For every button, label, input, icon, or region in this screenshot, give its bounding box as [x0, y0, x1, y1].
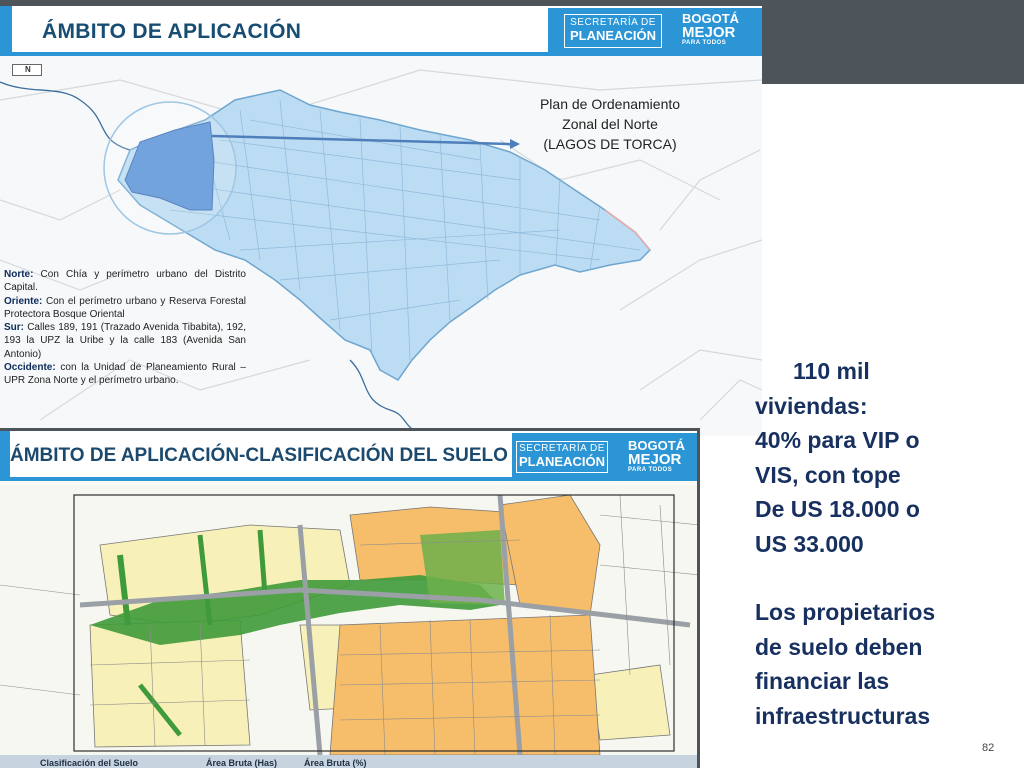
label-line: (LAGOS DE TORCA) — [543, 136, 677, 152]
bogota-mejor-logo — [628, 439, 685, 473]
text-spacer — [755, 561, 1015, 595]
limit-label: Sur: — [4, 322, 24, 334]
slide-title: ÁMBITO DE APLICACIÓN — [42, 20, 302, 43]
logo-line: MEJOR — [682, 24, 736, 41]
logo-strip — [512, 433, 700, 479]
limit-oriente — [4, 295, 246, 322]
housing-summary-text — [755, 354, 1015, 733]
limit-occidente — [4, 361, 246, 388]
limit-text: Con Chía y perímetro urbano del Distrito Capital. — [4, 269, 246, 294]
label-line: Plan de Ordenamiento — [539, 96, 681, 112]
logo-line: SECRETARÍA DE — [570, 17, 656, 28]
header-accent — [0, 6, 12, 56]
limit-text: Calles 189, 191 (Trazado Avenida Tibabita), 192, 193 la UPZ la Uribe y la calle 183 (Avenida San Antonio) — [4, 322, 246, 360]
secretaria-planeacion-logo — [516, 441, 608, 473]
plan-ordenamiento-label — [520, 94, 700, 154]
slide-title: ÁMBITO DE APLICACIÓN-CLASIFICACIÓN DEL SUELO — [10, 445, 508, 466]
logo-strip — [548, 8, 762, 54]
slide-ambito-aplicacion — [0, 6, 762, 436]
text-line: financiar las — [755, 668, 890, 694]
text-line: De US 18.000 o — [755, 496, 920, 522]
text-line: de suelo deben — [755, 633, 923, 660]
page-number: 82 — [982, 742, 995, 754]
land-classification-map — [0, 485, 700, 755]
logo-line: BOGOTÁ — [628, 438, 686, 453]
text-line: viviendas: — [755, 392, 868, 419]
limit-norte — [4, 268, 246, 295]
text-line: Los propietarios — [755, 599, 936, 625]
logo-line: SECRETARÍA DE — [519, 443, 605, 454]
logo-line: PLANEACIÓN — [570, 27, 656, 43]
label-line: Zonal del Norte — [562, 116, 658, 132]
limit-label: Occidente: — [4, 362, 56, 374]
logo-line: PLANEACIÓN — [519, 453, 605, 469]
table-header-cell: Área Bruta (%) — [304, 758, 367, 768]
table-header-cell: Clasificación del Suelo — [40, 758, 139, 768]
text-line: US 33.000 — [755, 530, 864, 557]
limit-label: Oriente: — [4, 295, 43, 307]
text-line: 110 mil — [793, 358, 870, 384]
limit-label: Norte: — [4, 269, 34, 280]
slide-header — [0, 431, 700, 481]
text-line: VIS, con tope — [755, 461, 901, 488]
text-line: 40% para VIP o — [755, 427, 920, 453]
slide-clasificacion-suelo — [0, 428, 700, 768]
header-accent — [0, 431, 10, 481]
logo-line: BOGOTÁ — [682, 11, 740, 26]
limit-text: Con el perímetro urbano y Reserva Forestal Protectora Bosque Oriental — [4, 295, 246, 320]
secretaria-planeacion-logo — [564, 14, 662, 48]
logo-line: PARA TODOS — [682, 40, 727, 46]
north-arrow: N — [12, 64, 42, 76]
table-header-cell: Área Bruta (Has) — [206, 758, 278, 768]
logo-line: PARA TODOS — [628, 467, 673, 473]
limit-text: con la Unidad de Planeamiento Rural – UPR Zona Norte y el perímetro urbano. — [4, 362, 246, 387]
bogota-mejor-logo — [682, 12, 739, 46]
text-line: infraestructuras — [755, 702, 931, 729]
slide-header — [0, 6, 762, 56]
logo-line: MEJOR — [628, 451, 682, 468]
limit-sur — [4, 321, 246, 361]
boundary-description — [4, 268, 246, 388]
soil-table-header — [0, 755, 700, 768]
